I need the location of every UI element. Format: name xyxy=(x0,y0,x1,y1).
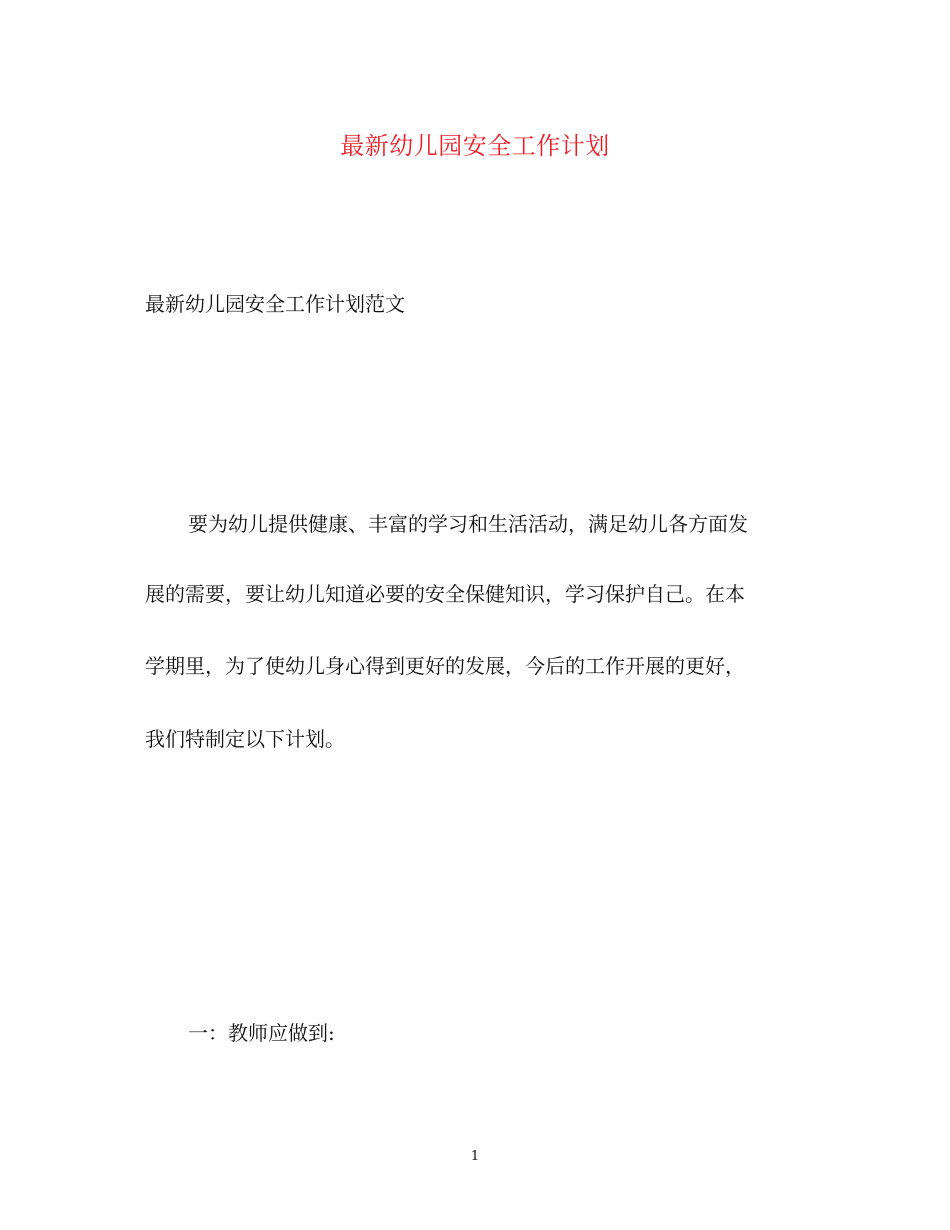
paragraph-line-2: 展的需要，要让幼儿知道必要的安全保健知识，学习保护自己。在本 xyxy=(145,582,745,606)
paragraph-line-4: 我们特制定以下计划。 xyxy=(145,727,345,751)
paragraph-line-3: 学期里，为了使幼儿身心得到更好的发展，今后的工作开展的更好， xyxy=(145,654,745,678)
section-heading: 一：教师应做到: xyxy=(188,1021,335,1045)
document-title: 最新幼儿园安全工作计划 xyxy=(340,132,610,160)
paragraph-line-1: 要为幼儿提供健康、丰富的学习和生活活动，满足幼儿各方面发 xyxy=(188,512,748,536)
document-subtitle: 最新幼儿园安全工作计划范文 xyxy=(145,292,405,316)
page-number: 1 xyxy=(470,1149,480,1164)
